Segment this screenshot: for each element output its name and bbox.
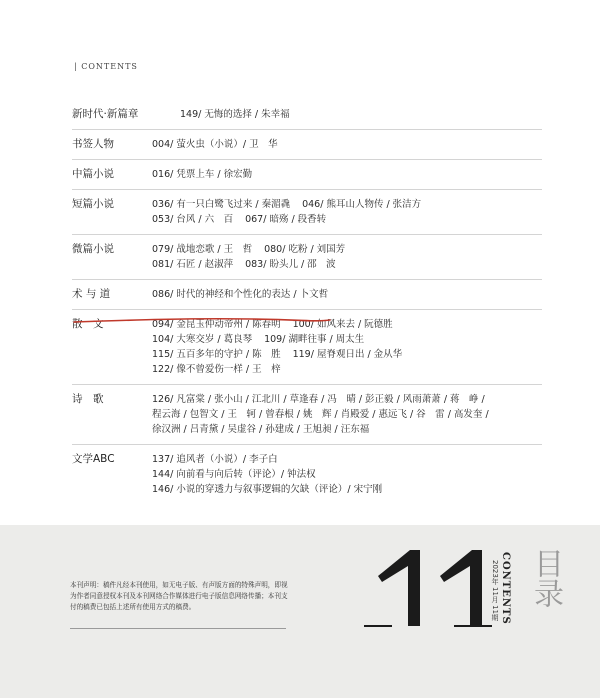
section-entries <box>152 392 542 437</box>
section-entries <box>152 452 542 497</box>
toc-entry[interactable]: 徐汉洲 / 吕青黛 / 吴虚谷 / 孙建成 / 王旭昶 / 汪东福 <box>152 424 370 435</box>
toc-line <box>152 212 542 227</box>
toc-entry[interactable]: 137/ 追风者（小说）/ 李子白 <box>152 454 278 465</box>
toc-line <box>152 407 542 422</box>
toc-section <box>72 159 542 189</box>
toc-section <box>72 129 542 159</box>
section-entries <box>152 287 542 302</box>
toc-line <box>152 467 542 482</box>
toc-entry[interactable]: 144/ 向前看与向后转（评论）/ 钟法权 <box>152 469 316 480</box>
section-title: 微篇小说 <box>72 243 114 255</box>
contents-vertical-label: CONTENTS <box>500 552 511 625</box>
toc-entry[interactable]: 126/ 凡富棠 / 张小山 / 江北川 / 草逢春 / 冯 晴 / 彭正毅 / 风雨萧萧 / 蒋 峥 / <box>152 394 485 405</box>
toc-line <box>152 452 542 467</box>
section-entries <box>152 167 542 182</box>
toc-line <box>152 257 542 272</box>
toc-entry[interactable]: 146/ 小说的穿透力与叙事逻辑的欠缺（评论）/ 宋宁刚 <box>152 484 383 495</box>
toc-entry[interactable]: 079/ 战地恋歌 / 王 哲 <box>152 244 253 255</box>
toc-entry[interactable]: 109/ 湖畔往事 / 周太生 <box>264 334 365 345</box>
section-title: 新时代·新篇章 <box>72 108 139 120</box>
toc-line <box>152 167 542 182</box>
toc-line <box>152 422 542 437</box>
section-entries <box>152 137 542 152</box>
toc-entry[interactable]: 081/ 石匠 / 赵淑萍 <box>152 259 234 270</box>
toc-entry[interactable]: 程云海 / 包智文 / 王 轲 / 曾春根 / 姚 辉 / 肖殿爱 / 惠远飞 / 谷 雷 / 高发奎 / <box>152 409 489 420</box>
toc-line <box>152 347 542 362</box>
toc-entry[interactable]: 067/ 暗殇 / 段香转 <box>245 214 327 225</box>
toc-entry[interactable]: 004/ 萤火虫（小说）/ 卫 华 <box>152 139 278 150</box>
toc-section <box>72 309 542 384</box>
toc-section <box>72 444 542 504</box>
toc-entry[interactable]: 094/ 金昆玉仲动帝州 / 陈春明 <box>152 319 281 330</box>
toc-section <box>72 279 542 309</box>
toc-section <box>72 384 542 444</box>
toc-entry[interactable]: 016/ 凭票上车 / 徐宏勤 <box>152 169 253 180</box>
issue-number-left <box>362 548 422 628</box>
table-of-contents <box>72 100 542 504</box>
section-title: 诗 歌 <box>72 393 104 405</box>
toc-entry[interactable]: 100/ 如风来去 / 阮德胜 <box>292 319 393 330</box>
toc-entry[interactable]: 086/ 时代的神经和个性化的表达 / 卜文哲 <box>152 289 329 300</box>
toc-entry[interactable]: 119/ 屋脊观日出 / 金从华 <box>292 349 403 360</box>
toc-line <box>152 482 542 497</box>
copyright-notice: 本刊声明：稿件凡经本刊使用，如无电子版、有声版方面的特殊声明，即视为作者同意授权本刊及本刊网络合作媒体进行电子版信息网络传播；本刊支付的稿费已包括上述所有使用方式的稿费。 <box>70 581 288 611</box>
mulu-title: 目录 <box>528 548 563 608</box>
toc-section <box>72 100 542 129</box>
section-entries <box>152 107 542 122</box>
toc-entry[interactable]: 036/ 有一只白鹭飞过来 / 秦湄毳 <box>152 199 291 210</box>
toc-line <box>152 242 542 257</box>
toc-entry[interactable]: 046/ 熊耳山人物传 / 张洁方 <box>302 199 422 210</box>
toc-line <box>180 107 542 122</box>
issue-number-right <box>432 548 492 628</box>
section-title: 书签人物 <box>72 138 114 150</box>
issue-date: 2023年 11月 11期 <box>491 560 499 622</box>
toc-entry[interactable]: 053/ 台风 / 六 百 <box>152 214 234 225</box>
toc-entry[interactable]: 104/ 大寒交岁 / 葛良琴 <box>152 334 253 345</box>
toc-line <box>152 392 542 407</box>
contents-header: | CONTENTS <box>74 62 138 71</box>
section-entries <box>152 317 542 377</box>
toc-section <box>72 189 542 234</box>
notice-divider <box>70 628 286 629</box>
toc-entry[interactable]: 083/ 盼头儿 / 邵 波 <box>245 259 336 270</box>
toc-section <box>72 234 542 279</box>
toc-line <box>152 287 542 302</box>
section-title: 短篇小说 <box>72 198 114 210</box>
toc-line <box>152 197 542 212</box>
toc-line <box>152 362 542 377</box>
section-title: 中篇小说 <box>72 168 114 180</box>
toc-entry[interactable]: 115/ 五百多年的守护 / 陈 胜 <box>152 349 281 360</box>
toc-entry[interactable]: 122/ 像不曾爱伤一样 / 王 梓 <box>152 364 281 375</box>
section-entries <box>152 242 542 272</box>
toc-entry[interactable]: 149/ 无悔的选择 / 朱幸福 <box>180 109 290 120</box>
section-title: 术 与 道 <box>72 288 111 300</box>
section-title: 文学ABC <box>72 453 115 465</box>
section-entries <box>152 197 542 227</box>
toc-line <box>152 137 542 152</box>
toc-line <box>152 317 542 332</box>
toc-entry[interactable]: 080/ 吃粉 / 刘国芳 <box>264 244 346 255</box>
toc-line <box>152 332 542 347</box>
section-title: 散 文 <box>72 318 104 330</box>
